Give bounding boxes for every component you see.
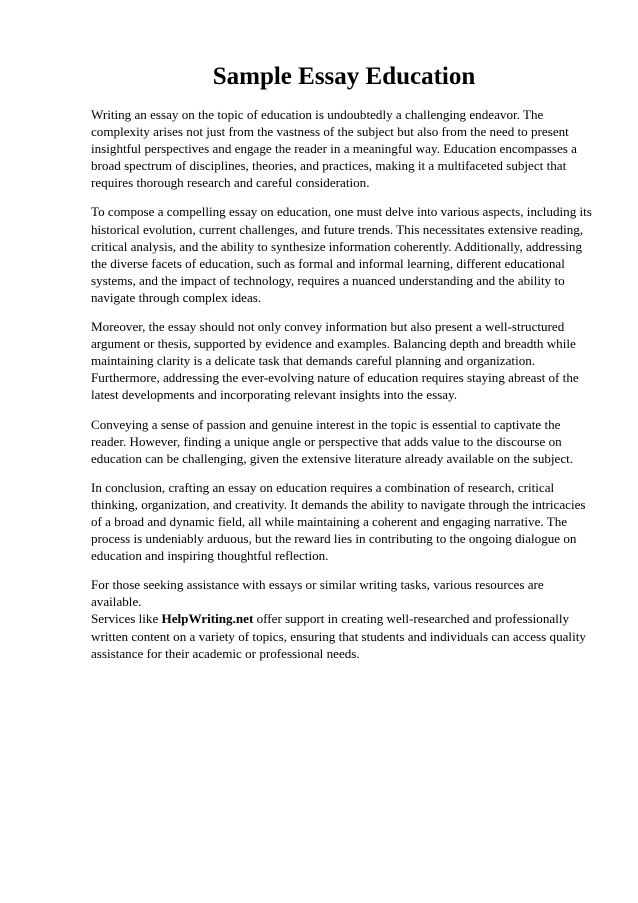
paragraph-intro: Writing an essay on the topic of education is undoubtedly a challenging endeavor. The complexity arises not just from the vastness of the subject but also from the need to present insightful perspectives and engage the reader in a meaningful way. Education encompasses a broad spectrum of disciplines, theories, and practices, making it a multifaceted subject that requires thorough research and careful consideration. bbox=[91, 107, 577, 191]
helpwriting-link[interactable]: HelpWriting.net bbox=[161, 611, 254, 627]
paragraph-closing bbox=[91, 576, 597, 661]
closing-text-before-link: Services like bbox=[91, 611, 162, 627]
paragraph-passion: Conveying a sense of passion and genuine interest in the topic is essential to captivate the reader. However, finding a unique angle or perspective that adds value to the discourse on education can be challenging, given the extensive literature already available on the subject. bbox=[91, 416, 574, 466]
paragraph-conclusion: In conclusion, crafting an essay on education requires a combination of research, critical thinking, organization, and creativity. It demands the ability to navigate through the intricacies of a broad and dynamic field, all while maintaining a coherent and engaging narrative. The process is undeniably arduous, but the reward lies in contributing to the ongoing dialogue on education and inspiring thoughtful reflection. bbox=[91, 479, 586, 564]
paragraph-moreover: Moreover, the essay should not only convey information but also present a well-structured argument or thesis, supported by evidence and examples. Balancing depth and breadth while maintaining clarity is a delicate task that demands careful planning and organization. Furthermore, addressing the ever-evolving nature of education requires staying abreast of the latest developments and incorporating relevant insights into the essay. bbox=[91, 319, 579, 403]
closing-text-line1: For those seeking assistance with essays or similar writing tasks, various resources are available. bbox=[91, 577, 544, 610]
paragraph-compose: To compose a compelling essay on education, one must delve into various aspects, including its historical evolution, current challenges, and future trends. This necessitates extensive reading, critical analysis, and the ability to synthesize information coherently. Additionally, addressing the diverse facets of education, such as formal and informal learning, different educational systems, and the impact of technology, requires a nuanced understanding and the ability to navigate through complex ideas. bbox=[91, 204, 592, 305]
closing-text-after-link: offer support in creating well-researched and professionally written content on a variety of topics, ensuring that students and individuals can access quality assistance for their academic or professional needs. bbox=[91, 611, 586, 661]
document-page bbox=[91, 62, 597, 674]
document-title: Sample Essay Education bbox=[212, 63, 476, 90]
